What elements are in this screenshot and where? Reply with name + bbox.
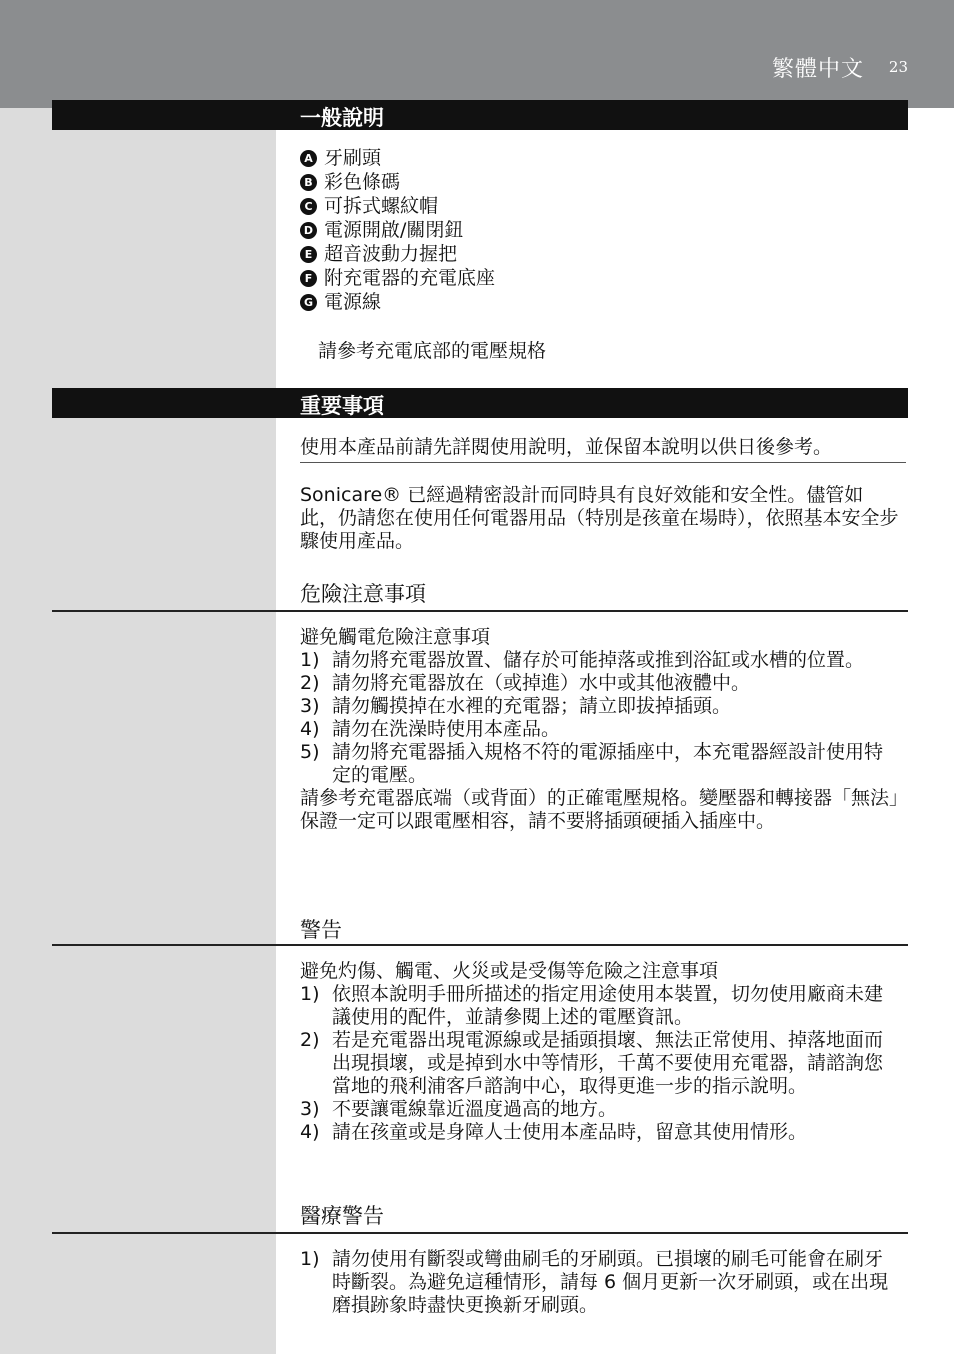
- danger-tail: 請參考充電器底端（或背面）的正確電壓規格。變壓器和轉接器「無法」保證一定可以跟電壓相容，請不要將插頭硬插入插座中。: [300, 787, 899, 832]
- list-item: 3) 不要讓電線靠近溫度過高的地方。: [300, 1098, 618, 1120]
- letter-badge-icon: D: [300, 222, 317, 239]
- warning-heading: 警告: [300, 918, 342, 942]
- legend-item: D 電源開啟/關閉鈕: [300, 218, 906, 242]
- list-item: 1) 請勿使用有斷裂或彎曲刷毛的牙刷頭。已損壞的刷毛可能會在刷牙時斷裂。為避免這種情形，請每 6 個月更新一次牙刷頭，或在出現磨損跡象時盡快更換新牙刷頭。: [300, 1248, 889, 1316]
- voltage-note: 請參考充電底部的電壓規格: [318, 340, 547, 362]
- legend-item: A 牙刷頭: [300, 146, 906, 170]
- legend-item: C 可拆式螺紋帽: [300, 194, 906, 218]
- list-item: 4) 請在孩童或是身障人士使用本產品時，留意其使用情形。: [300, 1121, 808, 1143]
- danger-heading: 危險注意事項: [300, 582, 426, 606]
- divider: [52, 1232, 908, 1234]
- legend-item: E 超音波動力握把: [300, 242, 906, 266]
- warning-lead: 避免灼傷、觸電、火災或是受傷等危險之注意事項: [300, 960, 719, 982]
- legend-item: B 彩色條碼: [300, 170, 906, 194]
- page-number: 23: [888, 58, 908, 76]
- divider: [52, 944, 908, 946]
- section-title: 重要事項: [300, 394, 384, 418]
- list-item: 1) 依照本說明手冊所描述的指定用途使用本裝置，切勿使用廠商未建議使用的配件，並請參閱上述的電壓資訊。: [300, 983, 884, 1028]
- letter-badge-icon: F: [300, 270, 317, 287]
- divider: [52, 610, 908, 612]
- left-margin-column: [0, 108, 276, 1354]
- letter-badge-icon: C: [300, 198, 317, 215]
- danger-lead: 避免觸電危險注意事項: [300, 626, 491, 648]
- intro-text: 使用本產品前請先詳閱使用說明，並保留本說明以供日後參考。: [300, 436, 833, 458]
- section-bar-general: [52, 100, 908, 130]
- list-item: 4) 請勿在洗澡時使用本產品。: [300, 718, 561, 740]
- letter-badge-icon: G: [300, 294, 317, 311]
- warning-block: [300, 960, 900, 1144]
- list-item: 5) 請勿將充電器插入規格不符的電源插座中，本充電器經設計使用特定的電壓。: [300, 741, 884, 786]
- header-language: 繁體中文: [771, 57, 864, 82]
- section-bar-important: [52, 388, 908, 418]
- medical-heading: 醫療警告: [300, 1204, 384, 1228]
- parts-legend: [300, 146, 906, 314]
- section-title: 一般說明: [300, 106, 384, 130]
- letter-badge-icon: B: [300, 174, 317, 191]
- letter-badge-icon: E: [300, 246, 317, 263]
- danger-block: [300, 626, 900, 833]
- list-item: 2) 請勿將充電器放在（或掉進）水中或其他液體中。: [300, 672, 751, 694]
- list-item: 2) 若是充電器出現電源線或是插頭損壞、無法正常使用、掉落地面而出現損壞，或是掉到水中等情形，千萬不要使用充電器，請諮詢您當地的飛利浦客戶諮詢中心，取得更進一步的指示說明。: [300, 1029, 884, 1097]
- letter-badge-icon: A: [300, 150, 317, 167]
- list-item: 3) 請勿觸摸掉在水裡的充電器；請立即拔掉插頭。: [300, 695, 732, 717]
- list-item: 1) 請勿將充電器放置、儲存於可能掉落或推到浴缸或水槽的位置。: [300, 649, 865, 671]
- medical-block: [300, 1248, 900, 1317]
- legend-item: F 附充電器的充電底座: [300, 266, 906, 290]
- divider: [300, 462, 906, 463]
- legend-item: G 電源線: [300, 290, 906, 314]
- safety-paragraph: Sonicare® 已經過精密設計而同時具有良好效能和安全性。儘管如此，仍請您在使用任何電器用品（特別是孩童在場時），依照基本安全步驟使用產品。: [300, 484, 899, 552]
